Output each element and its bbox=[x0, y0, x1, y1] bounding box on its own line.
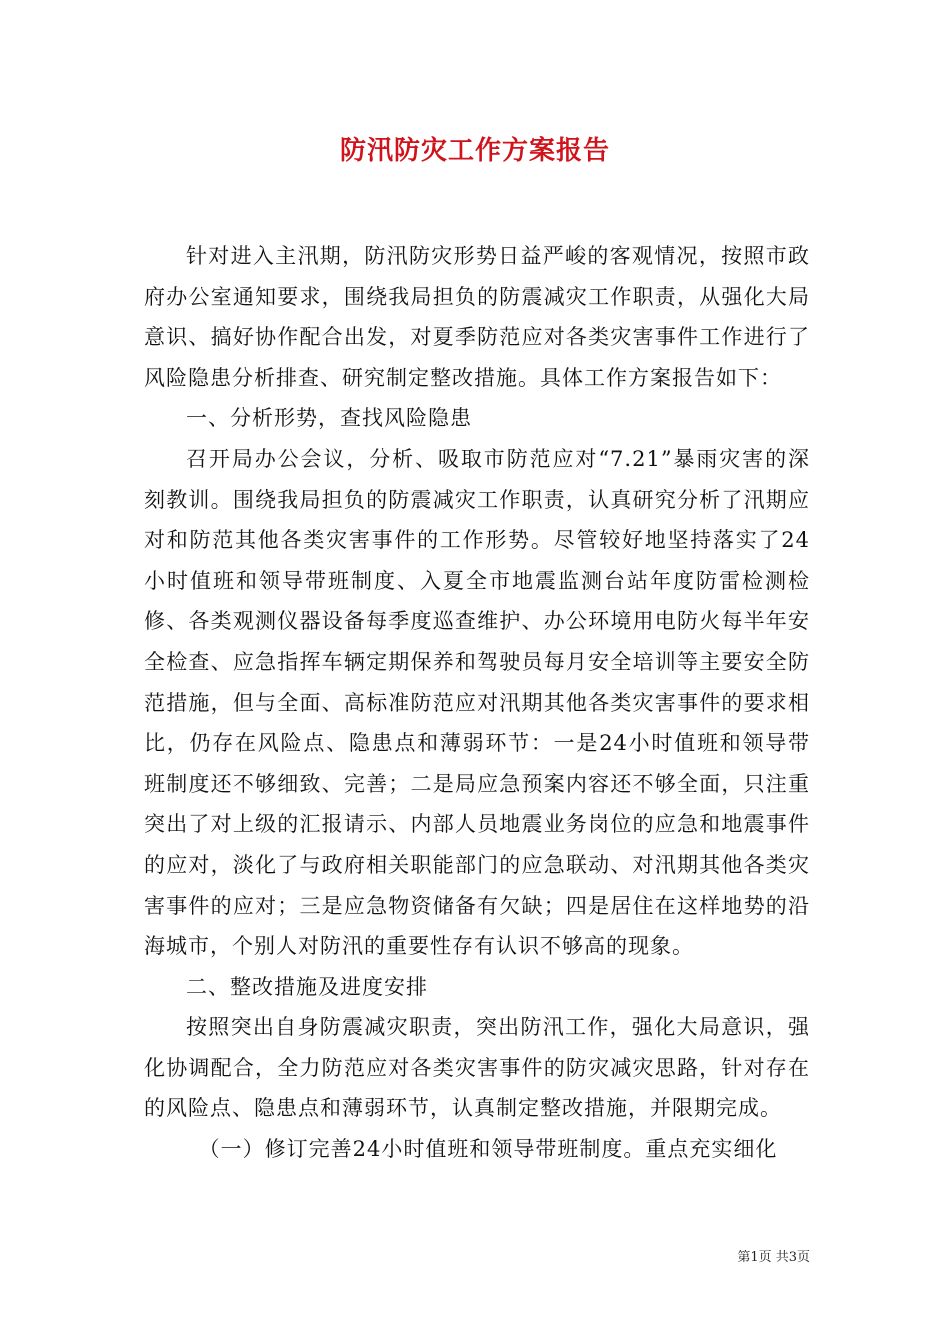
subsection-1-paragraph: （一）修订完善24小时值班和领导带班制度。重点充实细化 bbox=[198, 1137, 778, 1162]
section-1-paragraph: 召开局办公会议，分析、吸取市防范应对“7.21”暴雨灾害的深刻教训。围绕我局担负的防震减灾工作职责，认真研究分析了汛期应对和防范其他各类灾害事件的工作形势。尽管较好地坚持落实了24小时值班和领导带班制度、入夏全市地震监测台站年度防雷检测检修、各类观测仪器设备每季度巡查维护、办公环境用电防火每半年安全检查、应急指挥车辆定期保养和驾驶员每月安全培训等主要安全防范措施，但与全面、高标准防范应对汛期其他各类灾害事件的要求相比，仍存在风险点、隐患点和薄弱环节：一是24小时值班和领导带班制度还不够细致、完善；二是局应急预案内容还不够全面，只注重突出了对上级的汇报请示、内部人员地震业务岗位的应急和地震事件的应对，淡化了与政府相关职能部门的应急联动、对汛期其他各类灾害事件的应对；三是应急物资储备有欠缺；四是居住在这样地势的沿海城市，个别人对防汛的重要性存有认识不够高的现象。 bbox=[144, 446, 810, 959]
intro-paragraph: 针对进入主汛期，防汛防灾形势日益严峻的客观情况，按照市政府办公室通知要求，围绕我局担负的防震减灾工作职责，从强化大局意识、搞好协作配合出发，对夏季防范应对各类灾害事件工作进行了风险隐患分析排查、研究制定整改措施。具体工作方案报告如下： bbox=[144, 244, 810, 390]
section-heading-1: 一、分析形势，查找风险隐患 bbox=[186, 406, 472, 431]
section-2-paragraph: 按照突出自身防震减灾职责，突出防汛工作，强化大局意识，强化协调配合，全力防范应对各类灾害事件的防灾减灾思路，针对存在的风险点、隐患点和薄弱环节，认真制定整改措施，并限期完成。 bbox=[144, 1015, 810, 1121]
section-heading-2: 二、整改措施及进度安排 bbox=[186, 974, 428, 999]
page-number-footer: 第1页 共3页 bbox=[737, 1250, 810, 1265]
document-title: 防汛防灾工作方案报告 bbox=[339, 136, 610, 166]
document-body bbox=[144, 236, 810, 1170]
